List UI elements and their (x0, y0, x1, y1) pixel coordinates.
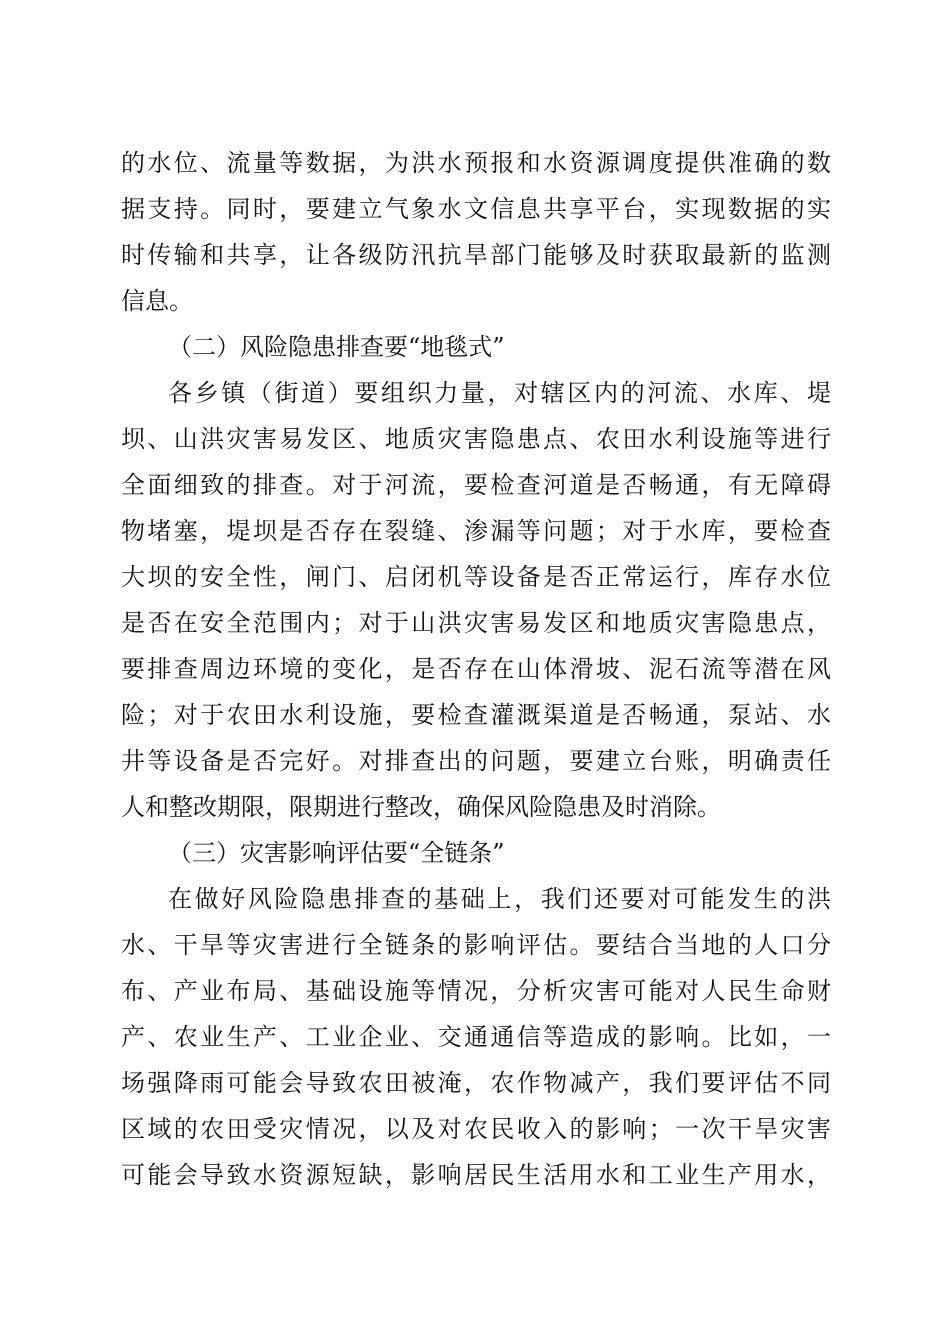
paragraph-line: 要排查周边环境的变化，是否存在山体滑坡、泥石流等潜在风 (121, 655, 831, 683)
paragraph-line: 坝、山洪灾害易发区、地质灾害隐患点、农田水利设施等进行 (121, 425, 831, 453)
paragraph-line: 时传输和共享，让各级防汛抗旱部门能够及时获取最新的监测 (121, 241, 831, 269)
paragraph-line: 信息。 (121, 287, 193, 315)
paragraph-line: 的水位、流量等数据，为洪水预报和水资源调度提供准确的数 (121, 149, 831, 177)
paragraph-line: 人和整改期限，限期进行整改，确保风险隐患及时消除。 (121, 793, 721, 821)
paragraph-line: 可能会导致水资源短缺，影响居民生活用水和工业生产用水， (121, 1161, 831, 1189)
paragraph-line: 物堵塞，堤坝是否存在裂缝、渗漏等问题；对于水库，要检查 (121, 517, 831, 545)
paragraph-line: 险；对于农田水利设施，要检查灌溉渠道是否畅通，泵站、水 (121, 701, 831, 729)
paragraph-line: 产、农业生产、工业企业、交通通信等造成的影响。比如，一 (121, 1023, 831, 1051)
paragraph-line: 水、干旱等灾害进行全链条的影响评估。要结合当地的人口分 (121, 931, 831, 959)
paragraph-line: 全面细致的排查。对于河流，要检查河道是否畅通，有无障碍 (121, 471, 831, 499)
paragraph-line: 区域的农田受灾情况，以及对农民收入的影响；一次干旱灾害 (121, 1115, 831, 1143)
paragraph-line: 场强降雨可能会导致农田被淹，农作物减产，我们要评估不同 (121, 1069, 831, 1097)
paragraph-line: 大坝的安全性，闸门、启闭机等设备是否正常运行，库存水位 (121, 563, 831, 591)
paragraph-line: 据支持。同时，要建立气象水文信息共享平台，实现数据的实 (121, 195, 831, 223)
paragraph-line: 在做好风险隐患排查的基础上，我们还要对可能发生的洪 (168, 885, 831, 913)
paragraph-line: 布、产业布局、基础设施等情况，分析灾害可能对人民生命财 (121, 977, 831, 1005)
section-heading-3: （三）灾害影响评估要“全链条” (168, 839, 505, 867)
paragraph-line: 是否在安全范围内；对于山洪灾害易发区和地质灾害隐患点， (121, 609, 831, 637)
section-heading-2: （二）风险隐患排查要“地毯式” (168, 333, 505, 361)
paragraph-line: 井等设备是否完好。对排查出的问题，要建立台账，明确责任 (121, 747, 831, 775)
paragraph-line: 各乡镇（街道）要组织力量，对辖区内的河流、水库、堤 (168, 379, 831, 407)
